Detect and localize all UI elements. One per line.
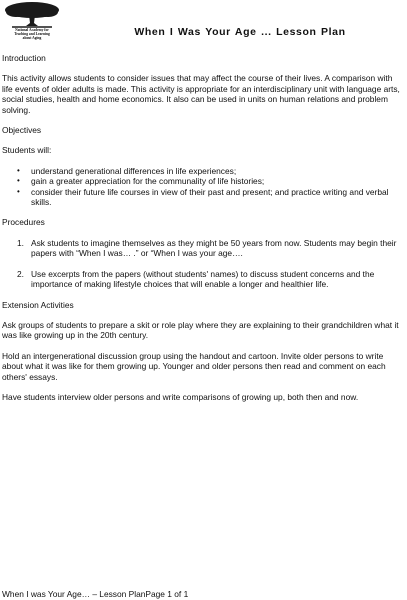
extension-paragraph: Hold an intergenerational discussion group using the handout and cartoon. Invite older persons to write about what it was like for them growing up. Younger and older persons then read and comment on each others' essays. (2, 350, 386, 382)
objective-text: consider their future life courses in view of their past and present; and practice writing and verbal skills. (31, 186, 389, 208)
logo-line-1: National Academy for (15, 28, 49, 32)
extension-heading: Extension Activities (2, 299, 74, 310)
step-number: 1. (17, 237, 24, 248)
bullet-icon: • (17, 186, 20, 196)
page-footer: When I was Your Age… – Lesson PlanPage 1 of 1 (2, 589, 189, 599)
step-text: Ask students to imagine themselves as they might be 50 years from now. Students may begin their papers with “When I was… .” or “When I was your age…. (31, 237, 397, 259)
introduction-heading: Introduction (2, 53, 46, 63)
logo-line-3: about Aging (22, 36, 42, 41)
academy-logo (2, 1, 62, 43)
bullet-icon: • (17, 176, 20, 186)
step-text: Use excerpts from the papers (without students' names) to discuss student concerns and the importance of making lifestyle choices that will enable a longer and healthier life. (31, 268, 375, 290)
list-item (17, 186, 404, 208)
objectives-list (2, 166, 404, 208)
bullet-icon: • (17, 165, 20, 175)
list-item (17, 165, 404, 176)
list-item (17, 176, 404, 187)
procedures-list (2, 238, 404, 290)
extension-paragraph: Have students interview older persons and write comparisons of growing up, both then and now. (2, 391, 359, 402)
objectives-heading: Objectives (2, 125, 42, 136)
lesson-content (2, 53, 404, 412)
tree-icon (2, 1, 62, 29)
list-item (17, 237, 404, 259)
logo-line-2: Teaching and Learning (14, 32, 50, 37)
procedures-heading: Procedures (2, 217, 45, 228)
objective-text: gain a greater appreciation for the communality of life histories; (31, 176, 265, 187)
objective-text: understand generational differences in life experiences; (31, 165, 237, 176)
step-number: 2. (17, 268, 24, 279)
page-title: When I Was Your Age ... Lesson Plan (134, 26, 346, 38)
list-item (17, 268, 404, 290)
introduction-text: This activity allows students to consider issues that may affect the course of their lives. A comparison with life events of older adults is made. This activity is appropriate for an interdisciplinary unit with language arts, social studies, health and home economics. It also can be used in units on human relations and problem solving. (2, 73, 400, 115)
objectives-lead: Students will: (2, 145, 52, 156)
logo-text (2, 28, 62, 41)
extension-paragraph: Ask groups of students to prepare a skit or role play where they are explaining to their grandchildren what it was like growing up in the 20th century. (2, 319, 399, 341)
